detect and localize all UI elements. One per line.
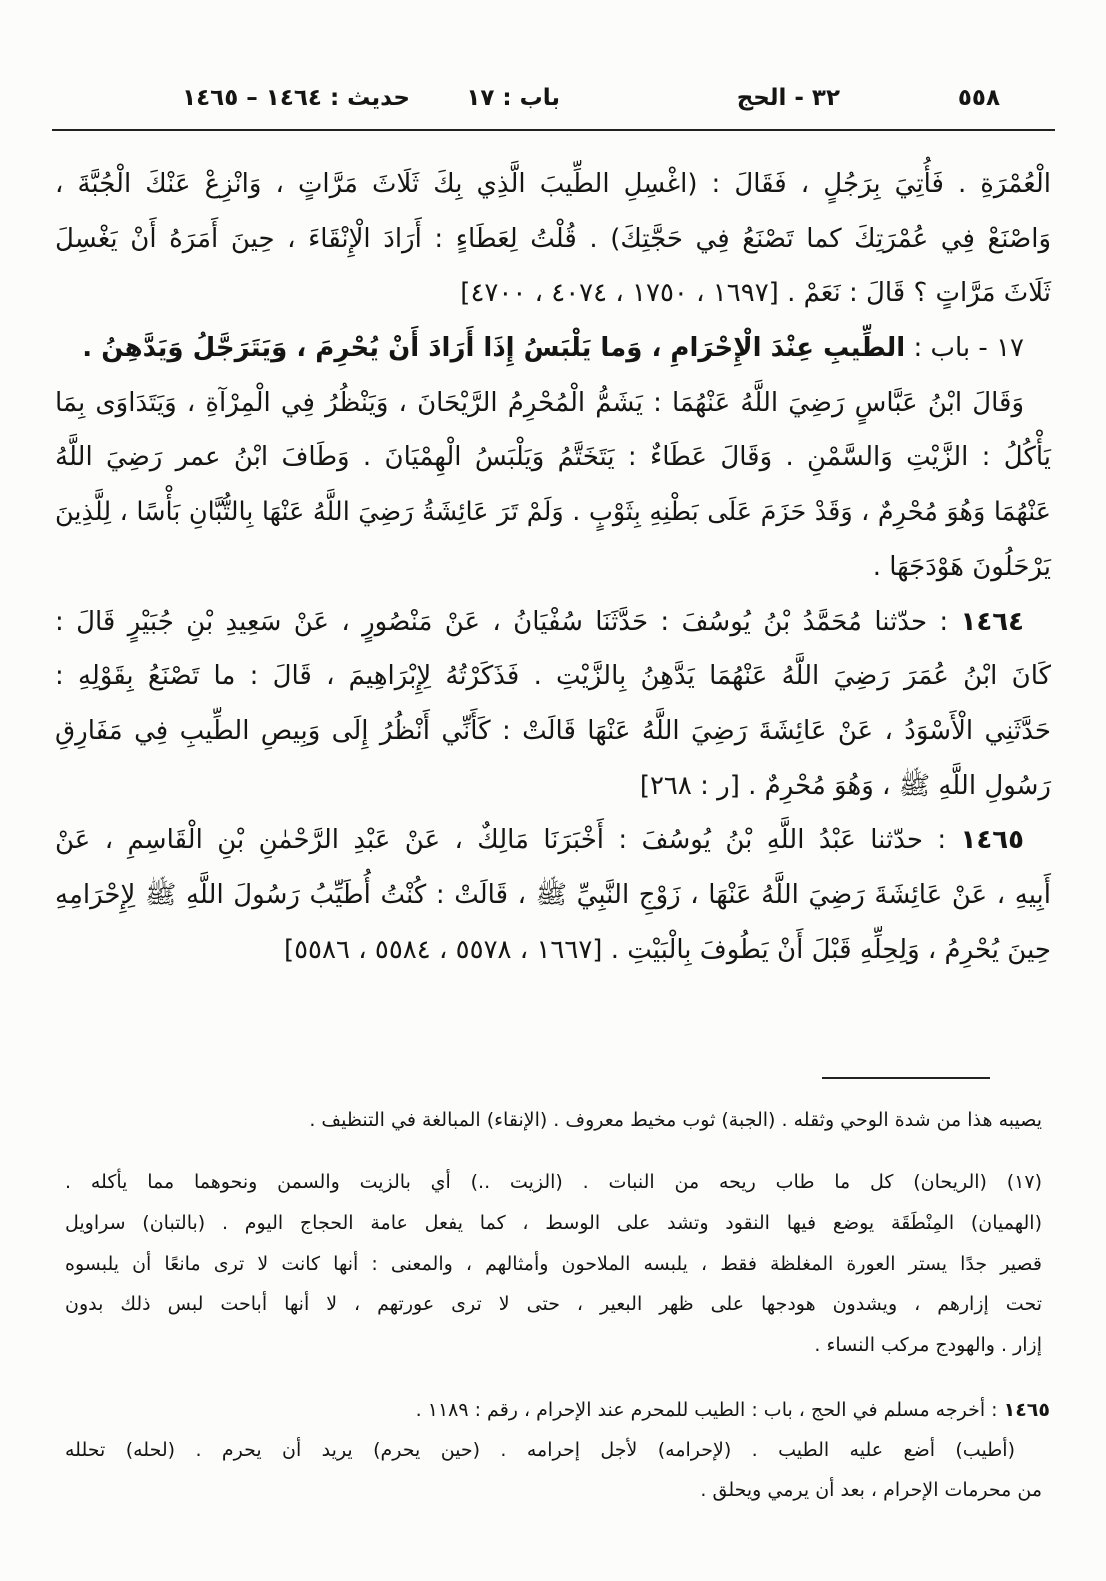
text-line: عَنْهُمَا وَهُوَ مُحْرِمٌ ، وَقَدْ حَزَمَ عَلَى بَطْنِهِ بِثَوْبٍ . وَلَمْ تَرَ عَائِشَةُ رَضِيَ اللَّهُ عَنْهَا بِالتُّبَّانِ بَأْسًا ، لِلَّذِينَ bbox=[55, 497, 1051, 528]
hadith-text: : حدّثنا مُحَمَّدُ بْنُ يُوسُفَ : حَدَّثَنَا سُفْيَانُ ، عَنْ مَنْصُورٍ ، عَنْ سَعِيدِ بْنِ جُبَيْرٍ قَالَ : bbox=[55, 606, 949, 637]
text-line: وَاصْنَعْ فِي عُمْرَتِكَ كما تَصْنَعُ فِي حَجَّتِكَ) . قُلْتُ لِعَطَاءٍ : أَرَادَ الْإِنْقَاءَ ، حِينَ أَمَرَهُ أَنْ يَغْسِلَ bbox=[55, 223, 1051, 254]
footnote-divider bbox=[822, 1077, 990, 1079]
text-line: أَبِيهِ ، عَنْ عَائِشَةَ رَضِيَ اللَّهُ عَنْهَا ، زَوْجِ النَّبِيِّ ﷺ ، قَالَتْ : كُنْتُ أُطَيِّبُ رَسُولَ اللَّهِ ﷺ لِإِحْرَامِهِ bbox=[55, 879, 1051, 910]
text-line: يَرْحَلُونَ هَوْدَجَهَا . bbox=[872, 551, 1051, 582]
footnote-line: تحت إزارهم ، ويشدون هودجها على ظهر البعير ، حتى لا ترى عورتهم ، لا أنها أباحت لبس ذلك بدون bbox=[65, 1293, 1042, 1316]
footnote-line: (الهميان) المِنْطَقَة يوضع فيها النقود وتشد على الوسط ، كما يفعل عامة الحجاج اليوم . (بالتبان) سراويل bbox=[65, 1211, 1042, 1234]
hadith-range: حديث : ١٤٦٤ – ١٤٦٥ bbox=[182, 85, 410, 111]
footnote-line: من محرمات الإحرام ، بعد أن يرمي ويحلق . bbox=[700, 1479, 1042, 1501]
text-line: الْعُمْرَةِ . فَأُتِيَ بِرَجُلٍ ، فَقَالَ : (اغْسِلِ الطِّيبَ الَّذِي بِكَ ثَلَاثَ مَرَّاتٍ ، وَانْزِعْ عَنْكَ الْجُبَّةَ ، bbox=[55, 169, 1051, 199]
footnote-hadith-1465 bbox=[65, 1390, 1050, 1510]
text-line: يَأْكُلُ : الزَّيْتِ وَالسَّمْنِ . وَقَالَ عَطَاءٌ : يَتَخَتَّمُ وَيَلْبَسُ الْهِمْيَانَ . وَطَافَ ابْنُ عمر رَضِيَ اللَّهُ bbox=[55, 442, 1051, 473]
footnote-bab-17 bbox=[65, 1162, 1042, 1366]
chapter-title: ٣٢ - الحج bbox=[736, 85, 840, 111]
bab-heading-title: الطِّيبِ عِنْدَ الْإِحْرَامِ ، وَما يَلْبَسُ إِذَا أَرَادَ أَنْ يُحْرِمَ ، وَيَتَرَجَّلُ وَيَدَّهِنُ . bbox=[82, 333, 906, 364]
footnote-line: قصير جدًا يستر العورة المغلظة فقط ، يلبسه الملاحون وأمثالهم ، والمعنى : أنها كانت لا ترى مانعًا أن يلبسوه bbox=[65, 1252, 1042, 1275]
footnote-line: يصيبه هذا من شدة الوحي وثقله . (الجبة) ثوب مخيط معروف . (الإنقاء) المبالغة في التنظيف . bbox=[309, 1109, 1042, 1131]
hadith-1465-first-line bbox=[55, 813, 1051, 868]
footnote-line: (١٧) (الريحان) كل ما طاب ريحه من النبات . (الزيت ..) أي بالزيت والسمن ونحوهما مما يأكله . bbox=[65, 1171, 1042, 1193]
footnote-line bbox=[65, 1390, 1050, 1430]
bab-heading-prefix: ١٧ - باب : bbox=[913, 333, 1024, 364]
header-divider bbox=[52, 129, 1055, 131]
text-line: حَدَّثَنِي الْأَسْوَدُ ، عَنْ عَائِشَةَ رَضِيَ اللَّهُ عَنْهَا قَالَتْ : كَأَنِّي أَنْظُرُ إِلَى وَبِيصِ الطِّيبِ فِي مَفَارِقِ bbox=[55, 715, 1051, 746]
bab-number: باب : ١٧ bbox=[466, 85, 560, 111]
text-line: ثَلَاثَ مَرَّاتٍ ؟ قَالَ : نَعَمْ . [١٦٩٧ ، ١٧٥٠ ، ٤٠٧٤ ، ٤٧٠٠] bbox=[460, 278, 1051, 309]
bab-heading bbox=[55, 321, 1051, 376]
text-line: حِينَ يُحْرِمُ ، وَلِحِلِّهِ قَبْلَ أَنْ يَطُوفَ بِالْبَيْتِ . [١٦٦٧ ، ٥٥٧٨ ، ٥٥٨٤ ، ٥٥٨٦] bbox=[283, 934, 1051, 965]
main-text bbox=[55, 157, 1051, 977]
hadith-1464-first-line bbox=[55, 595, 1051, 650]
footnote-hadith-number: ١٤٦٥ bbox=[1003, 1399, 1050, 1421]
hadith-number: ١٤٦٥ bbox=[960, 825, 1025, 856]
page-number: ٥٥٨ bbox=[957, 85, 1000, 111]
footnote-line: (أطيب) أضع عليه الطيب . (لإحرامه) لأجل إحرامه . (حين يحرم) يريد أن يحرم . (لحله) تحلله bbox=[65, 1439, 1015, 1461]
footnote-text: : أخرجه مسلم في الحج ، باب : الطيب للمحرم عند الإحرام ، رقم : ١١٨٩ . bbox=[415, 1399, 998, 1421]
text-line: وَقَالَ ابْنُ عَبَّاسٍ رَضِيَ اللَّهُ عَنْهُمَا : يَشَمُّ الْمُحْرِمُ الرَّيْحَانَ ، وَيَنْظُرُ فِي الْمِرْآةِ ، وَيَتَدَاوَى بِمَا bbox=[55, 387, 1024, 418]
hadith-number: ١٤٦٤ bbox=[960, 606, 1024, 637]
footnote-line: إزار . والهودج مركب النساء . bbox=[814, 1334, 1042, 1357]
hadith-text: : حدّثنا عَبْدُ اللَّهِ بْنُ يُوسُفَ : أَخْبَرَنَا مَالِكٌ ، عَنْ عَبْدِ الرَّحْمٰنِ بْنِ الْقَاسِمِ ، عَنْ bbox=[55, 825, 947, 856]
text-line: رَسُولِ اللَّهِ ﷺ ، وَهُوَ مُحْرِمٌ . [ر : ٢٦٨] bbox=[639, 770, 1051, 801]
footnote-previous-page bbox=[65, 1100, 1042, 1141]
text-line: كَانَ ابْنُ عُمَرَ رَضِيَ اللَّهُ عَنْهُمَا يَدَّهِنُ بِالزَّيْتِ . فَذَكَرْتُهُ لِإِبْرَاهِيمَ ، قَالَ : ما تَصْنَعُ بِقَوْلِهِ : bbox=[55, 661, 1051, 692]
